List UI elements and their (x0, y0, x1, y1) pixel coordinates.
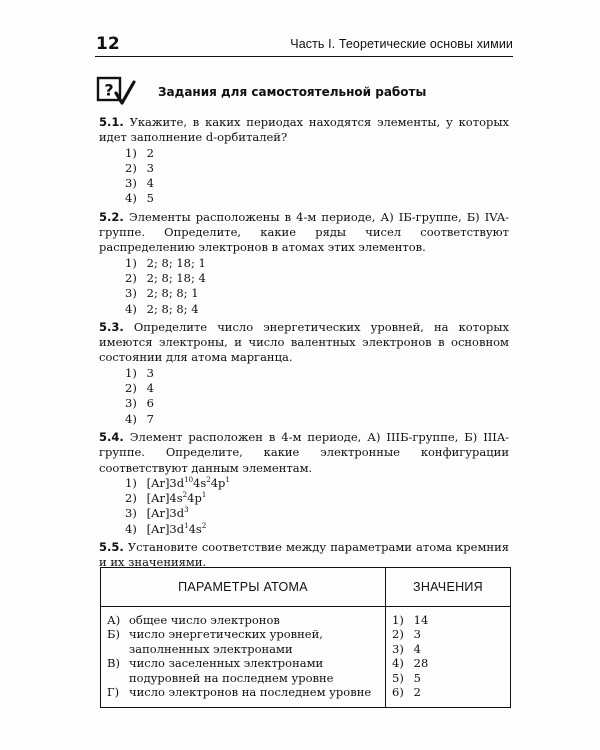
param-item: В) число заселенных электронами подуровней на последнем уровне (107, 656, 334, 685)
task-text: Определите число энергетических уровней, на которых имеются электроны, и число валентных электронов в основном состоянии для атома марганца. (99, 319, 509, 365)
answer-option: 2) 2; 8; 18; 4 (125, 270, 206, 285)
answer-option: 2) 4 (125, 381, 154, 396)
task-number: 5.5. (99, 540, 124, 555)
svg-text:?: ? (104, 80, 114, 100)
section-title: Задания для самостоятельной работы (158, 85, 427, 99)
task-number: 5.1. (99, 115, 124, 129)
answer-option: 3) 6 (125, 396, 154, 411)
value-item: 2) 3 (392, 627, 421, 642)
tasks-list (99, 115, 509, 571)
value-item: 1) 14 (392, 613, 429, 627)
params-header: ПАРАМЕТРЫ АТОМА (101, 568, 386, 607)
answer-options (99, 146, 509, 207)
task-5-1 (99, 115, 509, 207)
param-item: А) общее число электронов (107, 613, 280, 627)
values-cell (386, 607, 511, 708)
value-item: 3) 4 (392, 641, 421, 656)
values-header: ЗНАЧЕНИЯ (386, 568, 511, 607)
question-check-icon (96, 76, 136, 106)
value-item: 5) 5 (392, 670, 421, 685)
config-option: 2) $[Ar]4s^24p^1$ (125, 491, 207, 506)
matching-table (100, 567, 511, 708)
answer-options (99, 256, 509, 317)
config-option: 3) $[Ar]3d^3$ (125, 506, 189, 521)
answer-options (99, 366, 509, 427)
config-option: 1) $[Ar]3d^{10}4s^24p^1$ (125, 475, 230, 490)
page-number: 12 (96, 34, 120, 54)
task-text: Установите соответствие между параметрами атома кремния и их значениями. (99, 540, 509, 570)
task-number: 5.2. (99, 209, 124, 224)
answer-option: 4) 5 (125, 191, 154, 206)
answer-option: 1) 3 (125, 365, 154, 380)
task-5-2 (99, 210, 509, 317)
answer-option: 3) 2; 8; 8; 1 (125, 286, 199, 301)
config-option: 4) $[Ar]3d^14s^2$ (125, 521, 207, 536)
value-item: 6) 2 (392, 685, 421, 700)
task-text: Укажите, в каких периодах находятся элементы, у которых идет заполнение d-орбиталей? (99, 115, 509, 145)
task-text: Элемент расположен в 4-м периоде, А) IIIБ-группе, Б) IIIA-группе. Определите, какие электронные конфигурации соответствуют данным элементам. (99, 429, 510, 475)
task-number: 5.4. (99, 429, 124, 444)
task-number: 5.3. (99, 319, 124, 334)
answer-options (99, 476, 509, 537)
answer-option: 2) 3 (125, 160, 154, 175)
answer-option: 1) 2 (125, 145, 154, 160)
task-5-4 (99, 430, 509, 537)
param-item: Г) число электронов на последнем уровне (107, 685, 372, 700)
params-cell (101, 607, 386, 708)
answer-option: 4) 2; 8; 8; 4 (125, 301, 199, 316)
param-item: Б) число энергетических уровней, заполненных электронами (107, 627, 323, 656)
task-5-3 (99, 320, 509, 427)
answer-option: 4) 7 (125, 411, 154, 426)
task-text: Элементы расположены в 4-м периоде, А) IБ-группе, Б) IVA-группе. Определите, какие ряды чисел соответствуют распределению электронов в атомах этих элементов. (99, 209, 510, 255)
page-header (95, 34, 513, 57)
answer-option: 3) 4 (125, 176, 154, 191)
value-item: 4) 28 (392, 656, 429, 671)
running-title: Часть I. Теоретические основы химии (290, 37, 513, 51)
answer-option: 1) 2; 8; 18; 1 (125, 255, 206, 270)
